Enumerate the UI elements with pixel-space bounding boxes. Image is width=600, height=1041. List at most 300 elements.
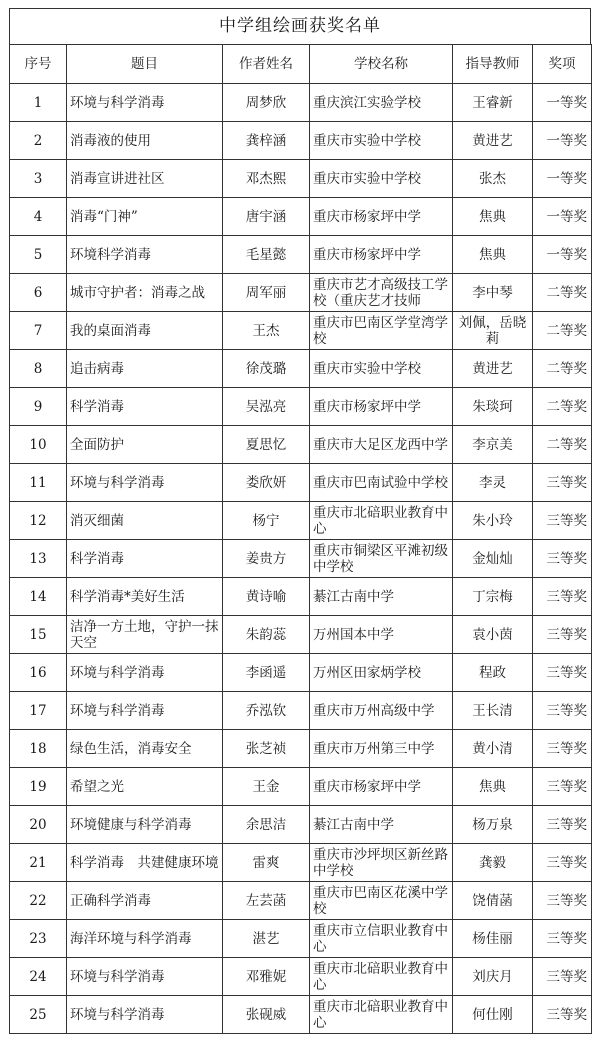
- cell-author-text: 吴泓亮: [245, 398, 287, 415]
- table-row: [10, 616, 592, 654]
- header-author: 作者姓名: [223, 45, 310, 84]
- cell-title: [67, 464, 223, 502]
- cell-index: [10, 692, 67, 730]
- cell-index-text: 17: [29, 702, 47, 719]
- cell-author: [223, 654, 310, 692]
- table-row: [10, 502, 592, 540]
- cell-title: [67, 692, 223, 730]
- cell-teacher-text: 何仕刚: [472, 1006, 513, 1023]
- cell-author-text: 雷爽: [252, 854, 280, 871]
- cell-author-text: 左芸菡: [245, 892, 287, 909]
- cell-school: [310, 882, 453, 920]
- table-title: 中学组绘画获奖名单: [9, 8, 591, 44]
- cell-author: [223, 160, 310, 198]
- cell-author: [223, 920, 310, 958]
- cell-award-text: 二等奖: [546, 360, 587, 377]
- header-teacher: 指导教师: [453, 45, 533, 84]
- cell-award-text: 三等奖: [546, 664, 587, 681]
- cell-award-text: 一等奖: [546, 94, 587, 111]
- cell-author-text: 余思洁: [245, 816, 287, 833]
- cell-school: [310, 236, 453, 274]
- cell-teacher-text: 饶倩菡: [472, 892, 513, 909]
- table-row: [10, 388, 592, 426]
- cell-teacher-text: 杨佳丽: [472, 930, 513, 947]
- table-row: [10, 464, 592, 502]
- cell-title-text: 环境与科学消毒: [70, 94, 165, 111]
- table-row: [10, 768, 592, 806]
- cell-teacher-text: 袁小茵: [472, 626, 513, 643]
- cell-title: [67, 920, 223, 958]
- cell-author-text: 姜贵方: [245, 550, 287, 567]
- header-title: 题目: [67, 45, 223, 84]
- cell-teacher-text: 朱小玲: [472, 512, 513, 529]
- cell-teacher-text: 刘佩，岳晓莉: [458, 314, 527, 347]
- cell-index-text: 25: [29, 1006, 47, 1023]
- cell-school: [310, 388, 453, 426]
- cell-teacher-text: 程政: [479, 664, 506, 681]
- cell-author-text: 徐茂璐: [245, 360, 287, 377]
- cell-title: [67, 654, 223, 692]
- cell-index: [10, 160, 67, 198]
- cell-title: [67, 578, 223, 616]
- cell-school-text: 重庆市万州高级中学: [313, 702, 435, 719]
- cell-title: [67, 768, 223, 806]
- cell-author-text: 朱韵蕊: [245, 626, 287, 643]
- cell-teacher: [453, 464, 533, 502]
- cell-teacher: [453, 730, 533, 768]
- cell-teacher: [453, 160, 533, 198]
- cell-index-text: 7: [33, 322, 43, 339]
- cell-author-text: 乔泓钦: [245, 702, 287, 719]
- cell-award: [533, 122, 592, 160]
- cell-award-text: 二等奖: [546, 284, 587, 301]
- cell-teacher-text: 龚毅: [479, 854, 506, 871]
- cell-award-text: 二等奖: [546, 436, 587, 453]
- cell-teacher: [453, 996, 533, 1034]
- cell-index-text: 11: [29, 474, 47, 491]
- cell-index: [10, 806, 67, 844]
- cell-teacher: [453, 274, 533, 312]
- cell-award: [533, 616, 592, 654]
- cell-author-text: 唐宇涵: [245, 208, 287, 225]
- cell-index-text: 15: [29, 626, 47, 643]
- table-row: [10, 312, 592, 350]
- cell-author-text: 娄欣妍: [245, 474, 287, 491]
- cell-index-text: 24: [29, 968, 47, 985]
- table-row: [10, 730, 592, 768]
- cell-teacher: [453, 236, 533, 274]
- cell-index-text: 22: [29, 892, 47, 909]
- cell-author: [223, 312, 310, 350]
- cell-school: [310, 540, 453, 578]
- cell-school: [310, 578, 453, 616]
- cell-school-text: 重庆市沙坪坝区新丝路中学校: [313, 846, 448, 879]
- cell-teacher: [453, 692, 533, 730]
- cell-teacher-text: 朱琰珂: [472, 398, 513, 415]
- cell-index: [10, 122, 67, 160]
- cell-title: [67, 312, 223, 350]
- cell-author: [223, 388, 310, 426]
- cell-index: [10, 730, 67, 768]
- cell-award: [533, 692, 592, 730]
- cell-teacher: [453, 426, 533, 464]
- cell-index-text: 18: [29, 740, 47, 757]
- cell-award-text: 三等奖: [546, 1006, 587, 1023]
- cell-school-text: 綦江古南中学: [313, 816, 394, 833]
- cell-school-text: 重庆市铜梁区平滩初级中学校: [313, 542, 448, 575]
- cell-title: [67, 616, 223, 654]
- cell-teacher: [453, 540, 533, 578]
- cell-title-text: 洁净一方土地，守护一抹天空: [70, 618, 219, 651]
- cell-index-text: 8: [33, 360, 43, 377]
- cell-award: [533, 312, 592, 350]
- cell-index-text: 20: [29, 816, 47, 833]
- cell-author: [223, 236, 310, 274]
- cell-title-text: 城市守护者：消毒之战: [70, 284, 205, 301]
- cell-teacher-text: 杨万泉: [472, 816, 513, 833]
- cell-school-text: 重庆市巴南区花溪中学校: [313, 884, 448, 917]
- cell-index: [10, 578, 67, 616]
- cell-school: [310, 312, 453, 350]
- cell-award: [533, 84, 592, 122]
- cell-school-text: 重庆市巴南区学堂湾学校: [313, 314, 448, 347]
- cell-award: [533, 540, 592, 578]
- cell-school-text: 重庆市北碚职业教育中心: [313, 998, 448, 1031]
- cell-award: [533, 920, 592, 958]
- cell-index-text: 9: [33, 398, 43, 415]
- cell-school: [310, 160, 453, 198]
- cell-school: [310, 692, 453, 730]
- cell-award-text: 三等奖: [546, 588, 587, 605]
- cell-title: [67, 730, 223, 768]
- cell-school-text: 万州国本中学: [313, 626, 394, 643]
- cell-teacher-text: 丁宗梅: [472, 588, 513, 605]
- cell-school: [310, 198, 453, 236]
- cell-title-text: 环境与科学消毒: [70, 474, 165, 491]
- header-school: 学校名称: [310, 45, 453, 84]
- cell-index-text: 10: [29, 436, 47, 453]
- cell-author-text: 周梦欣: [245, 94, 287, 111]
- cell-author-text: 王杰: [252, 322, 280, 339]
- cell-title-text: 环境与科学消毒: [70, 968, 165, 985]
- cell-award: [533, 502, 592, 540]
- cell-award-text: 三等奖: [546, 892, 587, 909]
- cell-title-text: 海洋环境与科学消毒: [70, 930, 192, 947]
- cell-author-text: 黄诗喻: [245, 588, 287, 605]
- cell-award: [533, 350, 592, 388]
- cell-school: [310, 654, 453, 692]
- cell-teacher: [453, 768, 533, 806]
- cell-index: [10, 654, 67, 692]
- cell-index: [10, 426, 67, 464]
- cell-award: [533, 844, 592, 882]
- cell-teacher: [453, 502, 533, 540]
- cell-title-text: 环境健康与科学消毒: [70, 816, 192, 833]
- cell-school-text: 綦江古南中学: [313, 588, 394, 605]
- cell-award-text: 三等奖: [546, 702, 587, 719]
- cell-award-text: 三等奖: [546, 930, 587, 947]
- cell-title: [67, 350, 223, 388]
- cell-index-text: 14: [29, 588, 47, 605]
- cell-school: [310, 958, 453, 996]
- cell-award-text: 二等奖: [546, 398, 587, 415]
- table-row: [10, 882, 592, 920]
- cell-author: [223, 806, 310, 844]
- cell-author: [223, 426, 310, 464]
- cell-award-text: 三等奖: [546, 854, 587, 871]
- cell-teacher: [453, 920, 533, 958]
- cell-author: [223, 464, 310, 502]
- cell-title-text: 环境与科学消毒: [70, 1006, 165, 1023]
- cell-school-text: 重庆市实验中学校: [313, 170, 421, 187]
- cell-author: [223, 274, 310, 312]
- cell-school: [310, 730, 453, 768]
- cell-index-text: 12: [29, 512, 47, 529]
- cell-teacher: [453, 84, 533, 122]
- cell-school: [310, 844, 453, 882]
- table-row: [10, 654, 592, 692]
- cell-index: [10, 616, 67, 654]
- cell-author-text: 周军丽: [245, 284, 287, 301]
- cell-title: [67, 996, 223, 1034]
- table-row: [10, 350, 592, 388]
- cell-teacher: [453, 122, 533, 160]
- table-row: [10, 806, 592, 844]
- cell-index-text: 21: [29, 854, 47, 871]
- cell-author: [223, 882, 310, 920]
- cell-title-text: 科学消毒 共建健康环境: [70, 854, 219, 871]
- cell-title: [67, 198, 223, 236]
- cell-title: [67, 426, 223, 464]
- cell-author: [223, 692, 310, 730]
- cell-teacher-text: 刘庆月: [472, 968, 513, 985]
- cell-award-text: 三等奖: [546, 474, 587, 491]
- cell-school: [310, 426, 453, 464]
- table-row: [10, 920, 592, 958]
- cell-index: [10, 236, 67, 274]
- cell-school-text: 重庆市杨家坪中学: [313, 246, 421, 263]
- cell-title-text: 消毒“门神”: [70, 208, 138, 225]
- cell-award: [533, 464, 592, 502]
- cell-author: [223, 958, 310, 996]
- header-row: [10, 45, 592, 84]
- cell-teacher: [453, 958, 533, 996]
- cell-award-text: 三等奖: [546, 968, 587, 985]
- table-row: [10, 426, 592, 464]
- cell-title-text: 希望之光: [70, 778, 124, 795]
- cell-title-text: 全面防护: [70, 436, 124, 453]
- cell-index: [10, 312, 67, 350]
- cell-title-text: 消毒宣讲进社区: [70, 170, 165, 187]
- cell-author-text: 夏思忆: [245, 436, 287, 453]
- cell-title: [67, 540, 223, 578]
- cell-title-text: 追击病毒: [70, 360, 124, 377]
- cell-award: [533, 768, 592, 806]
- cell-title: [67, 160, 223, 198]
- cell-title-text: 绿色生活，消毒安全: [70, 740, 192, 757]
- cell-award-text: 一等奖: [546, 170, 587, 187]
- cell-title-text: 正确科学消毒: [70, 892, 151, 909]
- cell-title-text: 环境科学消毒: [70, 246, 151, 263]
- cell-teacher-text: 黄进艺: [472, 132, 513, 149]
- cell-title-text: 消毒液的使用: [70, 132, 151, 149]
- cell-title: [67, 502, 223, 540]
- cell-index: [10, 540, 67, 578]
- cell-award-text: 三等奖: [546, 740, 587, 757]
- cell-award-text: 一等奖: [546, 246, 587, 263]
- cell-author-text: 毛星懿: [245, 246, 287, 263]
- cell-author-text: 王金: [252, 778, 280, 795]
- cell-award: [533, 236, 592, 274]
- cell-index-text: 19: [29, 778, 47, 795]
- cell-index: [10, 350, 67, 388]
- cell-teacher-text: 焦典: [479, 778, 506, 795]
- table-row: [10, 540, 592, 578]
- cell-award: [533, 198, 592, 236]
- award-list-sheet: [9, 8, 591, 1034]
- cell-teacher-text: 王长清: [472, 702, 513, 719]
- cell-index: [10, 882, 67, 920]
- cell-index-text: 3: [33, 170, 43, 187]
- cell-teacher: [453, 844, 533, 882]
- cell-school-text: 重庆市艺才高级技工学校（重庆艺才技师: [313, 276, 448, 309]
- table-row: [10, 844, 592, 882]
- cell-author-text: 张砚威: [245, 1006, 287, 1023]
- cell-teacher-text: 黄小清: [472, 740, 513, 757]
- table-row: [10, 198, 592, 236]
- cell-teacher: [453, 806, 533, 844]
- cell-index: [10, 958, 67, 996]
- cell-author-text: 李函遥: [245, 664, 287, 681]
- cell-award: [533, 730, 592, 768]
- cell-school-text: 重庆市大足区龙西中学: [313, 436, 448, 453]
- cell-index: [10, 920, 67, 958]
- table-body: [10, 84, 592, 1034]
- cell-title: [67, 882, 223, 920]
- table-row: [10, 274, 592, 312]
- cell-index-text: 5: [33, 246, 43, 263]
- cell-author: [223, 578, 310, 616]
- cell-award: [533, 274, 592, 312]
- award-table: [9, 44, 592, 1034]
- cell-author: [223, 844, 310, 882]
- cell-school-text: 重庆市杨家坪中学: [313, 778, 421, 795]
- cell-award: [533, 958, 592, 996]
- cell-author-text: 邓雅妮: [245, 968, 287, 985]
- table-row: [10, 692, 592, 730]
- table-row: [10, 84, 592, 122]
- table-row: [10, 958, 592, 996]
- cell-author: [223, 502, 310, 540]
- cell-title-text: 科学消毒: [70, 550, 124, 567]
- cell-school-text: 重庆市立信职业教育中心: [313, 922, 448, 955]
- cell-author: [223, 540, 310, 578]
- cell-index: [10, 502, 67, 540]
- cell-index: [10, 84, 67, 122]
- cell-award: [533, 426, 592, 464]
- cell-teacher-text: 焦典: [479, 208, 506, 225]
- cell-title: [67, 122, 223, 160]
- cell-award-text: 三等奖: [546, 626, 587, 643]
- cell-school: [310, 122, 453, 160]
- cell-school: [310, 464, 453, 502]
- cell-award-text: 一等奖: [546, 132, 587, 149]
- cell-index: [10, 844, 67, 882]
- cell-author: [223, 84, 310, 122]
- cell-school-text: 重庆市北碚职业教育中心: [313, 504, 448, 537]
- cell-award: [533, 388, 592, 426]
- cell-title-text: 科学消毒: [70, 398, 124, 415]
- cell-index-text: 4: [33, 208, 43, 225]
- cell-author-text: 龚梓涵: [245, 132, 287, 149]
- cell-index-text: 6: [33, 284, 43, 301]
- cell-teacher: [453, 578, 533, 616]
- cell-title-text: 科学消毒*美好生活: [70, 588, 185, 605]
- cell-teacher-text: 李京美: [472, 436, 513, 453]
- cell-school-text: 重庆市杨家坪中学: [313, 398, 421, 415]
- cell-title-text: 环境与科学消毒: [70, 664, 165, 681]
- cell-school-text: 万州区田家炳学校: [313, 664, 421, 681]
- cell-school: [310, 274, 453, 312]
- cell-index: [10, 768, 67, 806]
- cell-index-text: 2: [33, 132, 43, 149]
- cell-title: [67, 274, 223, 312]
- cell-school: [310, 616, 453, 654]
- cell-author-text: 湛艺: [252, 930, 280, 947]
- cell-school-text: 重庆市万州第三中学: [313, 740, 435, 757]
- cell-teacher: [453, 350, 533, 388]
- cell-index: [10, 198, 67, 236]
- cell-title: [67, 236, 223, 274]
- cell-title: [67, 806, 223, 844]
- cell-index: [10, 464, 67, 502]
- cell-teacher: [453, 312, 533, 350]
- cell-school-text: 重庆市杨家坪中学: [313, 208, 421, 225]
- cell-teacher: [453, 882, 533, 920]
- cell-award: [533, 806, 592, 844]
- cell-school: [310, 84, 453, 122]
- cell-author: [223, 730, 310, 768]
- cell-author: [223, 350, 310, 388]
- cell-index: [10, 274, 67, 312]
- cell-award: [533, 882, 592, 920]
- cell-award-text: 三等奖: [546, 512, 587, 529]
- cell-title: [67, 84, 223, 122]
- cell-author: [223, 122, 310, 160]
- cell-award-text: 三等奖: [546, 550, 587, 567]
- cell-index-text: 23: [29, 930, 47, 947]
- cell-author: [223, 198, 310, 236]
- cell-award-text: 二等奖: [546, 322, 587, 339]
- cell-school: [310, 920, 453, 958]
- cell-award-text: 三等奖: [546, 816, 587, 833]
- cell-award-text: 三等奖: [546, 778, 587, 795]
- cell-author-text: 邓杰熙: [245, 170, 287, 187]
- cell-school-text: 重庆市巴南试验中学校: [313, 474, 448, 491]
- header-award: 奖项: [533, 45, 592, 84]
- table-row: [10, 236, 592, 274]
- header-index: 序号: [10, 45, 67, 84]
- cell-school-text: 重庆滨江实验学校: [313, 94, 421, 111]
- cell-author-text: 张芝祯: [245, 740, 287, 757]
- cell-school: [310, 768, 453, 806]
- cell-title-text: 我的桌面消毒: [70, 322, 151, 339]
- table-row: [10, 996, 592, 1034]
- table-row: [10, 122, 592, 160]
- cell-award: [533, 654, 592, 692]
- cell-title: [67, 958, 223, 996]
- cell-index-text: 1: [33, 94, 43, 111]
